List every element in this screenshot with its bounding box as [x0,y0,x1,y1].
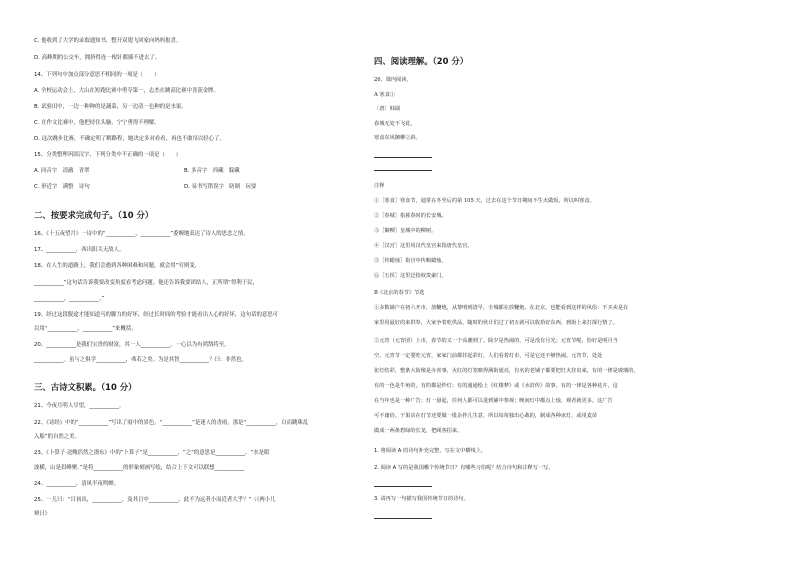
q18-line2: ___________”这句话告诉我要改变角度看考虑问题。他还告诉我要团结人，正所谓“得利于民， [34,280,258,286]
task-3: 3. 请再写一句描写我国传统节日的诗句。 [374,496,469,502]
task-3-answer-line[interactable] [374,518,432,519]
q15-option-c: C. 形近字 满整 诗句 [34,184,90,190]
notes-title: 注释 [374,183,385,189]
poem-line-2: 寒食东风御柳②斜。 [374,135,421,141]
section-4-title: 四、阅读理解。（20 分） [374,56,469,66]
q25-line2: 辩日》 [34,511,51,517]
q17: 17、___________，西出阳关无故人。 [34,247,125,253]
q19-line2: 以用“___________，___________”来概括。 [34,326,137,332]
passage-p2-line4: 有的一色是牛角的，有的都是纱灯；有的通通绘上《红楼梦》或《水浒传》故事，有的一律是各种花卉，这 [374,383,618,389]
poem-answer-line-1[interactable] [374,157,432,158]
q22-line2: 入船”的自然之美。 [34,434,80,440]
q25-line1: 25、一儿曰：“日初出，___________，及其日中___________，此不为远者小而近者大乎？”（《两小儿 [34,497,276,503]
q23-line1: 23、《卜算子·送鲍浩然之浙东》中的“卜算子”是___________，“之”的意思是___________，“水是眼 [34,450,270,456]
q18-line1: 18、在人生的道路上，我们会遇到各种困难和问题。就会用“穷则变， [34,263,200,269]
passage-p2-line6: 可不庸俗。干果店在灯节还要做一批杂拌儿生意，所以每每独出心裁的，制成各种冰灯，或用麦苗 [374,413,598,419]
q15-option-b: B. 多音字 西藏 躲藏 [184,168,240,174]
reading-b-title: B《北京的春节》节选 [374,290,425,296]
poem-line-1: 春城无处不飞花， [374,121,416,127]
passage-p2-line3: 张灯结彩，整条大街像是办喜事，火红的灯笼映得满街通亮，有名的老铺子都要把灯火挂出来，有的一律是玻璃的， [374,368,639,374]
passage-p2-line1: ②元宵（元宵团）上市，春节的又一个高潮到了。除夕是热闹的，可是没有月光；元宵节呢，恰好是明月当 [374,338,618,344]
passage-p2-line7: 做成一两条碧绿的长龙，把顾客招来。 [374,428,463,434]
note-5: ⑤［传蜡烛］指宫中传赐蜡烛。 [374,258,447,264]
passage-p2-line5: 在当年也是一种广告；灯一悬起，任何人都可以进到铺中参观；晚间灯中都点上烛，观者就更多。这广告 [374,398,613,404]
q14-stem: 14、下列句中加点部分意思不相同的一项是（ ） [34,72,160,78]
note-3: ③［御柳］皇城中的柳树。 [374,228,437,234]
q20-line1: 20、___________是我们宝贵的财富，其一人___________，一心以为有鸿鹄将至， [34,342,230,348]
q15-option-a: A. 同音字 清澈 青翠 [34,168,90,174]
q19-line1: 19、经过这段脱途才能知道马的脚力的好坏，经过长时间的考验才能看出人心的好坏，这句话的意思可 [34,312,279,318]
q14-option-c: C. 在作文比赛中，他把持住头脑，宁宁勇得不理解。 [34,120,160,126]
reading-a-title: A 寒食① [374,92,395,98]
task-2: 2. 阅读 A 写的是我国哪个传统节日？有哪些习俗呢？结合诗句和注释写一写。 [374,465,554,471]
q20-line2: ___________。虽与之俱学___________，弗若之矣。为是其智___________？曰：非然也。 [34,357,247,363]
poem-author: 〔唐〕韩翃 [374,106,400,112]
q24: 24、___________，清风半夜鸣蝉。 [34,481,120,487]
task-2-answer-line[interactable] [374,486,432,487]
q26-title: 26、课内阅读。 [374,77,412,83]
q14-option-a: A. 全校运动会上，大山在短跑比赛中勇夺第一，志杰在跳高比赛中喜获金牌。 [34,88,219,94]
q13-option-d: D. 高峰期的公交车，拥挤得连一根针都插不进去了。 [34,55,161,61]
q14-option-b: B. 试验田中，一边一种种的是蔬菜，另一边清一色种的是水果。 [34,104,187,110]
q15-options-row1 [34,168,240,175]
passage-p2-line2: 空。元宵节一定要吃元宵，家家门前都挂起彩灯，人们看着灯市，可是它还不够热闹。元宵节，处处 [374,353,603,359]
q15-stem: 15、分类整理巩固汉字，下列分类中不正确的一项是（ ） [34,152,182,158]
q18-line3: ___________，___________。” [34,296,105,302]
q22-line1: 22、《诗经》中的“___________”写出了雨中的景色，“___________”是迷人的香雨，那是“___________，白而跳珠乱 [34,420,309,426]
q15-option-d: D. 易书写错误字 防剧 玩耍 [184,184,257,190]
q21: 21、今夜月明人尽望，___________。 [34,403,125,409]
poem-answer-line-2[interactable] [374,170,432,171]
q16: 16、《十五夜望月》一诗中的“___________，___________”委婉地表达了诗人的思念之情。 [34,231,249,237]
q14-option-d: D. 这次跳步比赛，不确定明了解路程，她决定多对看看，再也不敢吊以轻心了。 [34,136,225,142]
note-4: ④［汉宫］这里用汉代皇宫来指唐代皇宫。 [374,243,473,249]
note-1: ①［寒食］寒食节，通常在冬至后的第 105 天，过去在这个节日期间不生火做饭，所以叫寒食。 [374,198,595,204]
q23-line2: 波横，山是眉峰聚。”是将___________的形象刻画写绘，结合上下文可以联想___________ [34,465,245,471]
task-1: 1. 将阅读 A 的诗句补充完整，写在文中横线上。 [374,448,487,454]
passage-p1-line2: 家里用最好的来供奉，大家争着吃供品，随时的伙计们过了初五就可以收拾好东西，到街上来打探行情了。 [374,320,618,326]
note-6: ⑥［五侯］这里泛指权贵豪门。 [374,273,447,279]
section-2-title: 二、按要求完成句子。（10 分） [34,210,154,220]
section-3-title: 三、古诗文积累。（10 分） [34,382,137,392]
q15-options-row2 [34,184,256,191]
passage-p1-line1: ①多数铺户在初六开市，放鞭炮，从黎明到清早，全城都在放鞭炮。在北京，也能看到这样的风俗：不买卖是在 [374,305,629,311]
q13-option-c: C. 他收到了大学的录取通知书，整开双翅飞回家向妈妈报喜。 [34,38,182,44]
note-2: ②［春城］指暮春时的长安城。 [374,213,447,219]
